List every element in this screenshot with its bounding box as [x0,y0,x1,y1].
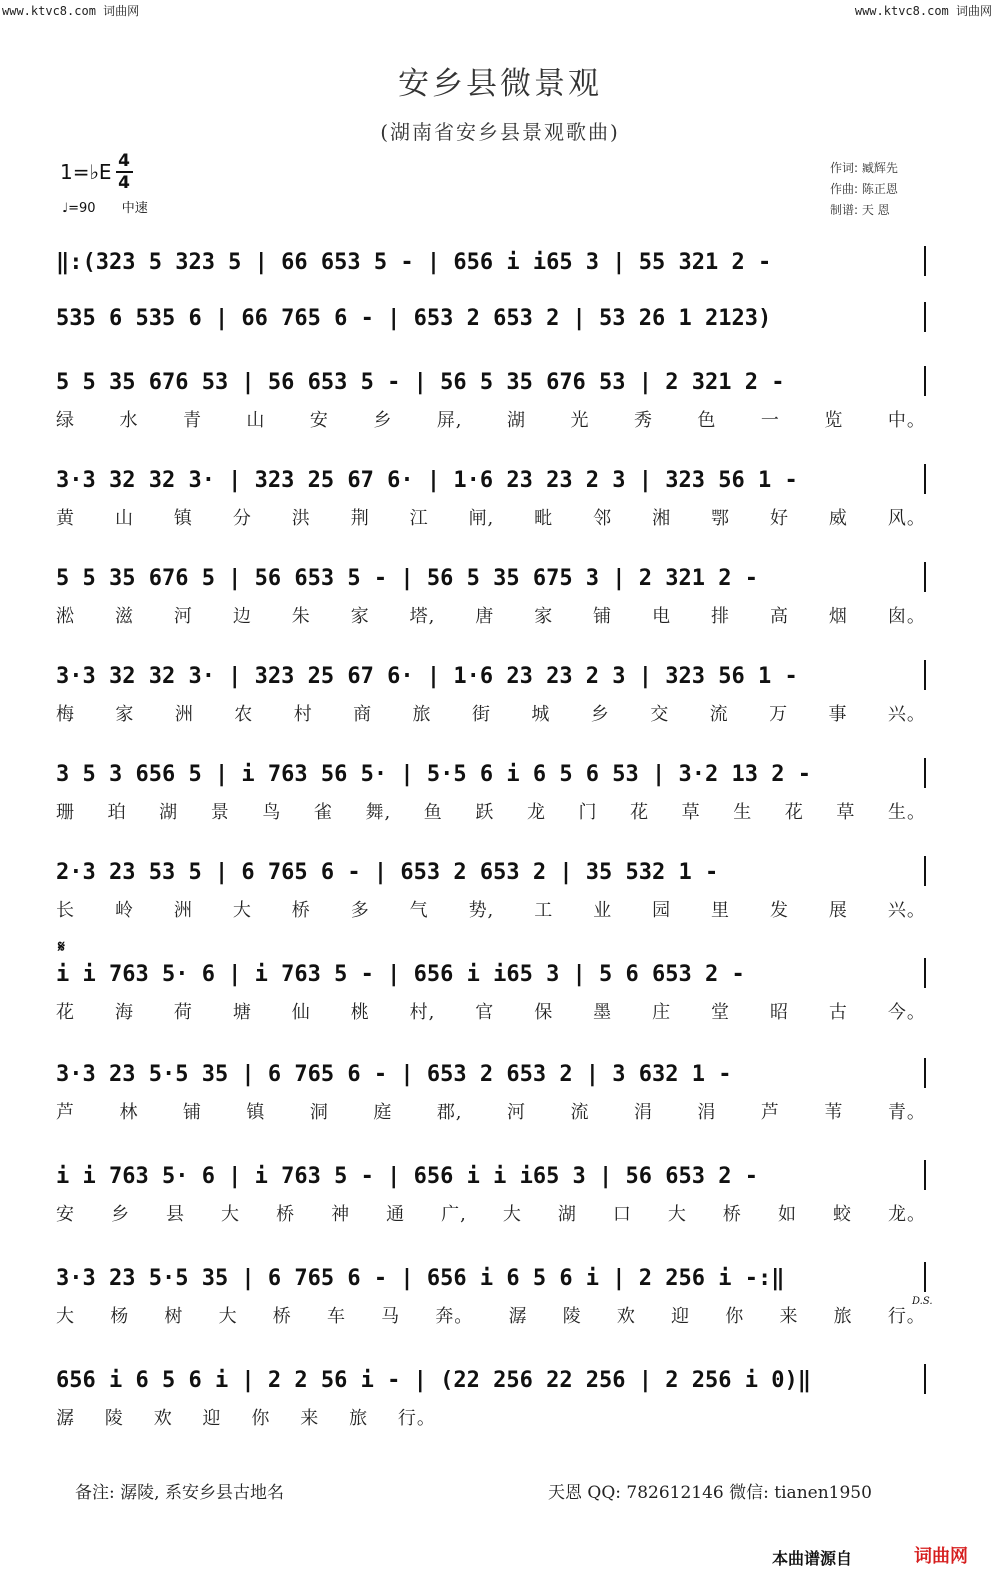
notation-line: 3·3 32 32 3· | 323 25 67 6· | 1·6 23 23 2 3 | 323 56 1 - [56,663,798,689]
lyric-char: 涓 [697,1102,717,1123]
notation-line: 3·3 32 32 3· | 323 25 67 6· | 1·6 23 23 2 3 | 323 56 1 - [56,467,798,493]
lyric-char: 官 [475,1002,495,1023]
lyric-char: 农 [234,704,254,725]
lyric-char: 镇 [246,1102,266,1123]
notation-line: i i 763 5· 6 | i 763 5 - | 656 i i i65 3 | 56 653 2 - [56,1163,758,1189]
lyric-char: 你 [251,1408,271,1429]
lyric-char: 家 [534,606,554,627]
lyric-char: 蛟 [832,1204,852,1225]
lyric-char: 安 [56,1204,75,1225]
tempo-term: 中速 [121,201,148,216]
notation-line: 5 5 35 676 5 | 56 653 5 - | 56 5 35 675 3 | 2 321 2 - [56,565,758,591]
lyric-char: 龙。 [887,1204,926,1225]
lyric-char: 欢 [616,1306,636,1327]
lyric-char: 大 [232,900,252,921]
lyric-char: 广, [441,1204,467,1225]
lyric-char: 发 [769,900,789,921]
lyric-char: 草 [681,802,701,823]
time-top: 4 [118,151,130,171]
lyric-char: 古 [828,1002,848,1023]
lyric-char: 舞, [365,802,392,823]
key-label: 1=♭E [60,160,112,184]
watermark-right: www.ktvc8.com 词曲网 [854,4,992,18]
lyric-char: 工 [534,900,554,921]
lyric-char: 势, [468,900,495,921]
notation-line: 2·3 23 53 5 | 6 765 6 - | 653 2 653 2 | 35 532 1 - [56,859,719,885]
lyric-char: 昭 [769,1002,789,1023]
tempo-value: ♩=90 [62,201,96,216]
lyric-char: 光 [570,410,590,431]
notation-line: 656 i 6 5 6 i | 2 2 56 i - | (22 256 22 256 | 2 256 i 0)‖ [56,1367,811,1393]
footer-note: 备注: 潺陵, 系安乡县古地名 [75,1483,284,1503]
lyric-char: 来 [300,1408,320,1429]
lyric-char: 好 [769,508,789,529]
lyric-char: 气 [409,900,429,921]
lyric-char: 桃 [350,1002,370,1023]
lyrics-line [56,700,926,726]
lyric-char: 陵 [562,1306,582,1327]
lyric-char: 大 [667,1204,687,1225]
lyric-char: 展 [828,900,848,921]
lyric-char: 桥 [722,1204,742,1225]
lyric-char: 桥 [291,900,311,921]
lyric-char: 湖 [159,802,179,823]
lyric-char: 郡, [436,1102,463,1123]
notation-line: 3 5 3 656 5 | i 763 56 5· | 5·5 6 i 6 5 6 53 | 3·2 13 2 - [56,761,811,787]
lyric-char: 中。 [887,410,926,431]
lyric-char: 花 [56,1002,75,1023]
lyrics-line [56,406,926,432]
lyric-char: 长 [56,900,75,921]
lyric-char: 排 [711,606,731,627]
site-logo: 词曲网 [914,1546,968,1567]
lyric-char: 唐 [475,606,495,627]
tempo-marking [62,197,148,216]
lyric-char: 黄 [56,508,75,529]
bar-line [924,1364,926,1394]
notation-line: 3·3 23 5·5 35 | 6 765 6 - | 656 i 6 5 6 i | 2 256 i -:‖ [56,1265,785,1291]
lyric-char: 迎 [202,1408,222,1429]
lyric-char: 洞 [309,1102,329,1123]
lyrics-line [56,1098,926,1124]
lyric-char: 桥 [272,1306,292,1327]
lyric-char: 神 [331,1204,351,1225]
lyric-char: 杨 [110,1306,130,1327]
lyric-char: 大 [56,1306,75,1327]
lyric-char: 如 [777,1204,797,1225]
lyric-char: 大 [218,1306,238,1327]
lyric-char: 今。 [887,1002,926,1023]
lyric-char: 保 [534,1002,554,1023]
lyric-char: 旅 [349,1408,369,1429]
lyric-char: 欢 [153,1408,173,1429]
footer-contact: 天恩 QQ: 782612146 微信: tianen1950 [548,1483,872,1503]
notation-line: 3·3 23 5·5 35 | 6 765 6 - | 653 2 653 2 | 3 632 1 - [56,1061,732,1087]
lyric-char: 交 [650,704,670,725]
lyric-char: 乡 [373,410,393,431]
lyric-char: 屏, [436,410,463,431]
lyric-char: 电 [652,606,672,627]
lyric-char: 朱 [291,606,311,627]
lyric-char: 花 [784,802,804,823]
lyric-char: 墨 [593,1002,613,1023]
lyric-char: 镇 [173,508,193,529]
lyric-char: 乡 [590,704,610,725]
lyric-char: 青 [182,410,202,431]
lyric-char: 万 [769,704,789,725]
lyric-char: 洲 [174,704,194,725]
source-label: 本曲谱源自 [772,1549,853,1568]
song-title: 安乡县微景观 [398,66,602,102]
lyric-char: 跃 [475,802,495,823]
lyric-char: 口 [612,1204,632,1225]
composer: 作曲: 陈正恩 [830,182,898,196]
lyric-char: 村 [293,704,313,725]
lyric-char: 苇 [824,1102,844,1123]
lyric-char: 湖 [507,410,527,431]
lyric-char: 邻 [593,508,613,529]
key-signature [60,152,133,192]
lyric-char: 水 [119,410,139,431]
lyric-char: 荷 [173,1002,193,1023]
lyric-char: 堂 [711,1002,731,1023]
lyric-char: 村, [409,1002,436,1023]
lyric-char: 一 [760,410,780,431]
lyric-char: 仙 [291,1002,311,1023]
lyric-char: 陵 [104,1408,124,1429]
lyric-char: 铺 [182,1102,202,1123]
lyric-char: 风。 [887,508,926,529]
credits [830,158,898,221]
lyric-char: 景 [210,802,230,823]
bar-line [924,1058,926,1088]
lyric-char: 旅 [833,1306,853,1327]
lyric-char: 边 [232,606,252,627]
lyric-char: 马 [381,1306,401,1327]
lyric-char: 毗 [534,508,554,529]
lyric-char: 高 [769,606,789,627]
bar-line [924,366,926,396]
lyric-char: 通 [386,1204,406,1225]
lyric-char: 龙 [526,802,546,823]
lyric-char: 园 [652,900,672,921]
lyric-char: 洪 [291,508,311,529]
lyric-char: 桥 [276,1204,296,1225]
engraver: 制谱: 天 恩 [830,203,890,217]
lyric-char: 珀 [107,802,127,823]
lyric-char: 县 [166,1204,186,1225]
lyric-char: 城 [531,704,551,725]
lyric-char: 分 [232,508,252,529]
lyric-char: 览 [824,410,844,431]
lyric-char: 闸, [468,508,495,529]
lyric-char: 安 [309,410,329,431]
bar-line [924,1160,926,1190]
lyric-char: 塘 [232,1002,252,1023]
lyric-char: 雀 [313,802,333,823]
lyric-char: 芦 [56,1102,75,1123]
lyric-char: 鱼 [423,802,443,823]
lyric-char: 车 [326,1306,346,1327]
lyric-char: 林 [119,1102,139,1123]
lyric-char: 秀 [633,410,653,431]
lyric-char: 商 [353,704,373,725]
lyric-char: 乡 [111,1204,131,1225]
bar-line [924,856,926,886]
lyric-char: 涓 [633,1102,653,1123]
lyric-char: 荆 [350,508,370,529]
lyric-char: 庄 [652,1002,672,1023]
lyric-char: 珊 [56,802,75,823]
bar-line [924,464,926,494]
lyric-char: 河 [173,606,193,627]
lyric-char: 你 [725,1306,745,1327]
lyric-char: 芦 [760,1102,780,1123]
notation-line: 535 6 535 6 | 66 765 6 - | 653 2 653 2 | 53 26 1 2123) [56,305,772,331]
bar-line [924,958,926,988]
notation-line: ‖:(323 5 323 5 | 66 653 5 - | 656 i i65 3 | 55 321 2 - [56,249,772,275]
time-bottom: 4 [118,173,130,193]
lyric-char: 兴。 [887,900,926,921]
notation-line: 5 5 35 676 53 | 56 653 5 - | 56 5 35 676 53 | 2 321 2 - [56,369,785,395]
lyrics-line [56,1404,436,1430]
lyric-char: 鄂 [711,508,731,529]
lyrics-line [56,896,926,922]
lyric-char: 潺 [56,1408,75,1429]
notation-line: i i 763 5· 6 | i 763 5 - | 656 i i65 3 | 5 6 653 2 - [56,961,745,987]
lyricist: 作词: 臧辉先 [830,161,898,175]
lyric-char: 威 [828,508,848,529]
lyric-char: 流 [709,704,729,725]
lyric-char: 青。 [887,1102,926,1123]
lyric-char: 流 [570,1102,590,1123]
lyric-char: 山 [114,508,134,529]
lyric-char: 里 [711,900,731,921]
lyric-char: 旅 [412,704,432,725]
lyric-char: 鸟 [262,802,282,823]
bar-line [924,562,926,592]
lyric-char: 潺 [508,1306,528,1327]
lyric-char: 树 [164,1306,184,1327]
time-signature [116,152,133,192]
lyric-char: 河 [507,1102,527,1123]
bar-line [924,758,926,788]
lyric-char: 湖 [557,1204,577,1225]
bar-line [924,660,926,690]
lyric-char: 草 [836,802,856,823]
lyric-char: 铺 [593,606,613,627]
lyric-char: 庭 [373,1102,393,1123]
lyric-char: 淞 [56,606,75,627]
lyrics-line [56,602,926,628]
lyric-char: 色 [697,410,717,431]
lyric-char: 江 [409,508,429,529]
lyric-char: 家 [115,704,135,725]
lyric-char: 家 [350,606,370,627]
bar-line [924,246,926,276]
lyric-char: 大 [221,1204,241,1225]
lyrics-line [56,1302,926,1328]
lyric-char: 事 [828,704,848,725]
lyric-char: 街 [471,704,491,725]
lyric-char: 海 [114,1002,134,1023]
lyrics-line [56,1200,926,1226]
lyric-char: 囱。 [887,606,926,627]
lyric-char: 来 [779,1306,799,1327]
lyric-char: 行。 [397,1408,436,1429]
lyrics-line [56,504,926,530]
lyric-char: 生。 [887,802,926,823]
bar-line [924,1262,926,1292]
lyrics-line [56,798,926,824]
lyric-char: 奔。 [435,1306,474,1327]
lyric-char: 塔, [409,606,436,627]
ds-mark: D.S. [912,1296,933,1307]
lyric-char: 兴。 [887,704,926,725]
lyric-char: 湘 [652,508,672,529]
lyrics-line [56,998,926,1024]
lyric-char: 行。 [887,1306,926,1327]
lyric-char: 滋 [114,606,134,627]
lyric-char: 梅 [56,704,75,725]
lyric-char: 洲 [173,900,193,921]
song-subtitle: (湖南省安乡县景观歌曲) [380,120,620,144]
lyric-char: 大 [502,1204,522,1225]
lyric-char: 绿 [56,410,75,431]
lyric-char: 迎 [671,1306,691,1327]
segno-sign: 𝄋 [58,937,65,956]
lyric-char: 业 [593,900,613,921]
lyric-char: 生 [733,802,753,823]
watermark-left: www.ktvc8.com 词曲网 [2,4,140,18]
lyric-char: 多 [350,900,370,921]
lyric-char: 门 [578,802,598,823]
lyric-char: 岭 [114,900,134,921]
bar-line [924,302,926,332]
lyric-char: 烟 [828,606,848,627]
lyric-char: 山 [246,410,266,431]
lyric-char: 花 [630,802,650,823]
